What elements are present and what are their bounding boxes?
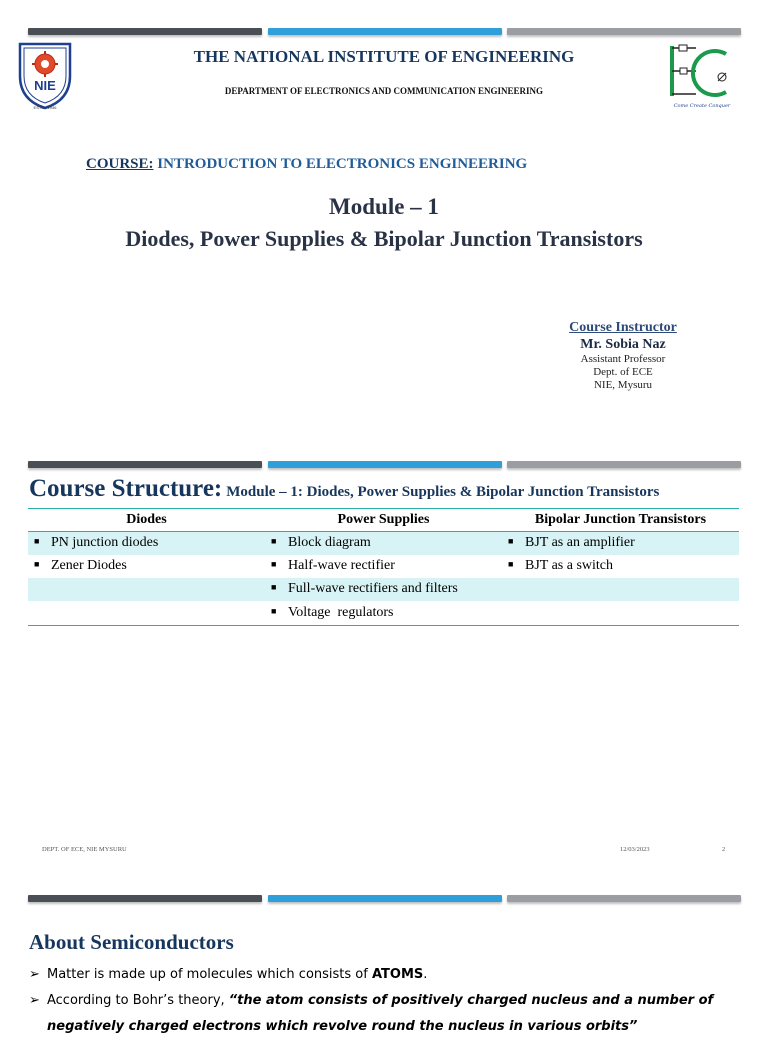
footer-department: DEPT. OF ECE, NIE MYSURU (42, 846, 127, 853)
list-item: ➢ Matter is made up of molecules which consists of ATOMS. (29, 962, 739, 988)
header-bar-grey (507, 895, 741, 902)
bullet-icon: ■ (34, 559, 40, 569)
ec-logo (666, 40, 736, 110)
header-bar-blue (268, 461, 502, 468)
slide-title (29, 475, 659, 503)
bullet-list (29, 962, 739, 1040)
table-row (28, 555, 739, 578)
bullet-icon: ■ (508, 559, 514, 569)
header-bar-grey (507, 461, 741, 468)
column-header: Diodes (28, 509, 265, 532)
bullet-icon: ■ (271, 582, 277, 592)
course-structure-slide (0, 440, 768, 870)
table-cell (28, 578, 265, 601)
course-line (86, 156, 527, 173)
table-cell (502, 601, 739, 626)
header-bar-blue (268, 28, 502, 35)
header-bar-dark (28, 461, 262, 468)
header-bar-dark (28, 28, 262, 35)
course-label: COURSE: (86, 156, 154, 172)
table-cell: ■ PN junction diodes (28, 532, 265, 555)
footer-date: 12/03/2023 (620, 846, 650, 853)
table-row (28, 601, 739, 626)
bullet-icon: ■ (271, 536, 277, 547)
instructor-place: NIE, Mysuru (593, 379, 653, 391)
table-cell (28, 601, 265, 626)
instructor-name: Mr. Sobia Naz (580, 337, 666, 352)
bullet-icon: ■ (271, 559, 277, 569)
course-name: INTRODUCTION TO ELECTRONICS ENGINEERING (157, 156, 528, 172)
table-cell: ■ Block diagram (265, 532, 502, 555)
table-cell: ■ BJT as an amplifier (502, 532, 739, 555)
table-cell: ■ Half-wave rectifier (271, 558, 395, 573)
header-color-bars (28, 28, 741, 36)
table-row (28, 578, 739, 601)
course-structure-subtitle: Module – 1: Diodes, Power Supplies & Bipolar Junction Transistors (226, 484, 660, 500)
department-title: DEPARTMENT OF ELECTRONICS AND COMMUNICATION ENGINEERING (224, 86, 544, 96)
list-item: ➢ According to Bohr’s theory, “the atom consists of positively charged nucleus and a number of negatively charged electrons which revolve round the nucleus in various orbits” (29, 988, 739, 1040)
column-header: Bipolar Junction Transistors (502, 509, 739, 532)
instructor-block (545, 320, 701, 392)
header-bar-dark (28, 895, 262, 902)
title-slide (0, 0, 768, 440)
institute-title: THE NATIONAL INSTITUTE OF ENGINEERING (193, 47, 575, 66)
ec-logo-tagline: Come Create Conquer (673, 103, 731, 109)
header-color-bars (28, 895, 741, 903)
instructor-designation: Assistant Professor (580, 353, 666, 365)
slide-title: About Semiconductors (29, 930, 234, 954)
arrow-bullet-icon: ➢ (29, 993, 40, 1008)
nie-logo (16, 40, 74, 110)
bullet-icon: ■ (271, 605, 277, 616)
column-header: Power Supplies (265, 509, 502, 532)
header-bar-blue (268, 895, 502, 902)
table-cell: ■ Voltage regulators (265, 601, 502, 626)
footer-page-number: 2 (722, 846, 726, 853)
module-subtitle: Diodes, Power Supplies & Bipolar Junction Transistors (125, 226, 643, 251)
table-cell (502, 578, 739, 601)
table-cell: ■ Zener Diodes (34, 558, 127, 573)
bullet-icon: ■ (508, 536, 514, 547)
course-structure-table (28, 508, 739, 626)
module-title: Module – 1 (329, 194, 439, 219)
instructor-dept: Dept. of ECE (593, 366, 653, 378)
about-semiconductors-slide (0, 870, 768, 1034)
table-cell: ■ BJT as a switch (508, 558, 614, 573)
svg-text:ESTD : 1946: ESTD : 1946 (33, 105, 57, 110)
header-bar-grey (507, 28, 741, 35)
table-row (28, 532, 739, 555)
course-structure-title: Course Structure: (29, 475, 223, 502)
table-header-row (28, 509, 739, 532)
header-color-bars (28, 461, 741, 469)
bullet-icon: ■ (34, 536, 40, 547)
table-cell: ■ Full-wave rectifiers and filters (265, 578, 502, 601)
instructor-heading: Course Instructor (569, 320, 677, 335)
nie-logo-text: NIE (34, 78, 56, 93)
arrow-bullet-icon: ➢ (29, 967, 40, 982)
